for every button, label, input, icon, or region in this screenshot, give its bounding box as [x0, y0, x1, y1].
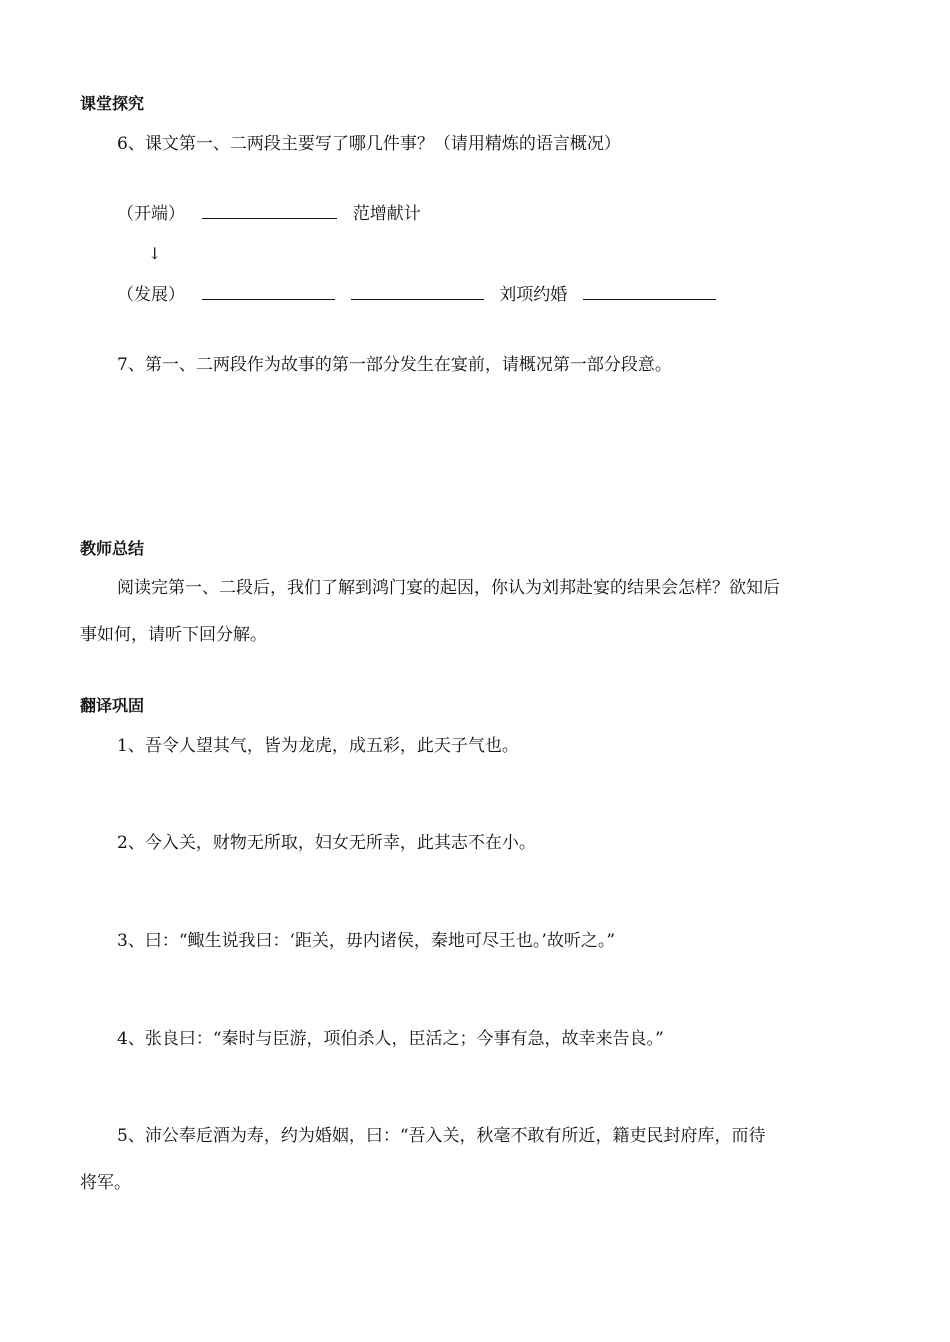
flow-start-label: （开端）: [117, 204, 185, 224]
answer-blank[interactable]: [583, 285, 716, 300]
answer-blank[interactable]: [202, 204, 337, 219]
section-heading-explore: 课堂探究: [80, 94, 145, 113]
translate-item-5-continued: 将军。: [80, 1173, 131, 1193]
flow-start-row: [117, 203, 421, 225]
section-heading-translate: 翻译巩固: [80, 696, 145, 715]
summary-text-line-1: 阅读完第一、二段后，我们了解到鸿门宴的起因，你认为刘邦赴宴的结果会怎样？欲知后: [117, 578, 780, 598]
down-arrow-icon: ↓: [148, 244, 162, 263]
flow-start-event: 范增献计: [352, 204, 421, 224]
section-heading-summary: 教师总结: [80, 539, 145, 558]
translate-item-3: 3、曰：“鲰生说我曰：‘距关，毋内诸侯，秦地可尽王也。’故听之。”: [117, 931, 616, 951]
answer-blank[interactable]: [351, 285, 484, 300]
flow-develop-row: [117, 284, 716, 306]
translate-item-2: 2、今入关，财物无所取，妇女无所幸，此其志不在小。: [117, 833, 536, 853]
flow-develop-event: 刘项约婚: [499, 285, 568, 305]
question-6: 6、课文第一、二两段主要写了哪几件事？（请用精炼的语言概况）: [117, 134, 621, 154]
summary-text-line-2: 事如何，请听下回分解。: [80, 625, 267, 645]
flow-develop-label: （发展）: [117, 285, 185, 305]
translate-item-1: 1、吾令人望其气，皆为龙虎，成五彩，此天子气也。: [117, 736, 519, 756]
question-7: 7、第一、二两段作为故事的第一部分发生在宴前，请概况第一部分段意。: [117, 355, 672, 375]
translate-item-5: 5、沛公奉卮酒为寿，约为婚姻，曰：“吾入关，秋毫不敢有所近，籍吏民封府库，而待: [117, 1126, 766, 1146]
answer-blank[interactable]: [202, 285, 335, 300]
translate-item-4: 4、张良曰：“秦时与臣游，项伯杀人，臣活之；今事有急，故幸来告良。”: [117, 1029, 664, 1049]
